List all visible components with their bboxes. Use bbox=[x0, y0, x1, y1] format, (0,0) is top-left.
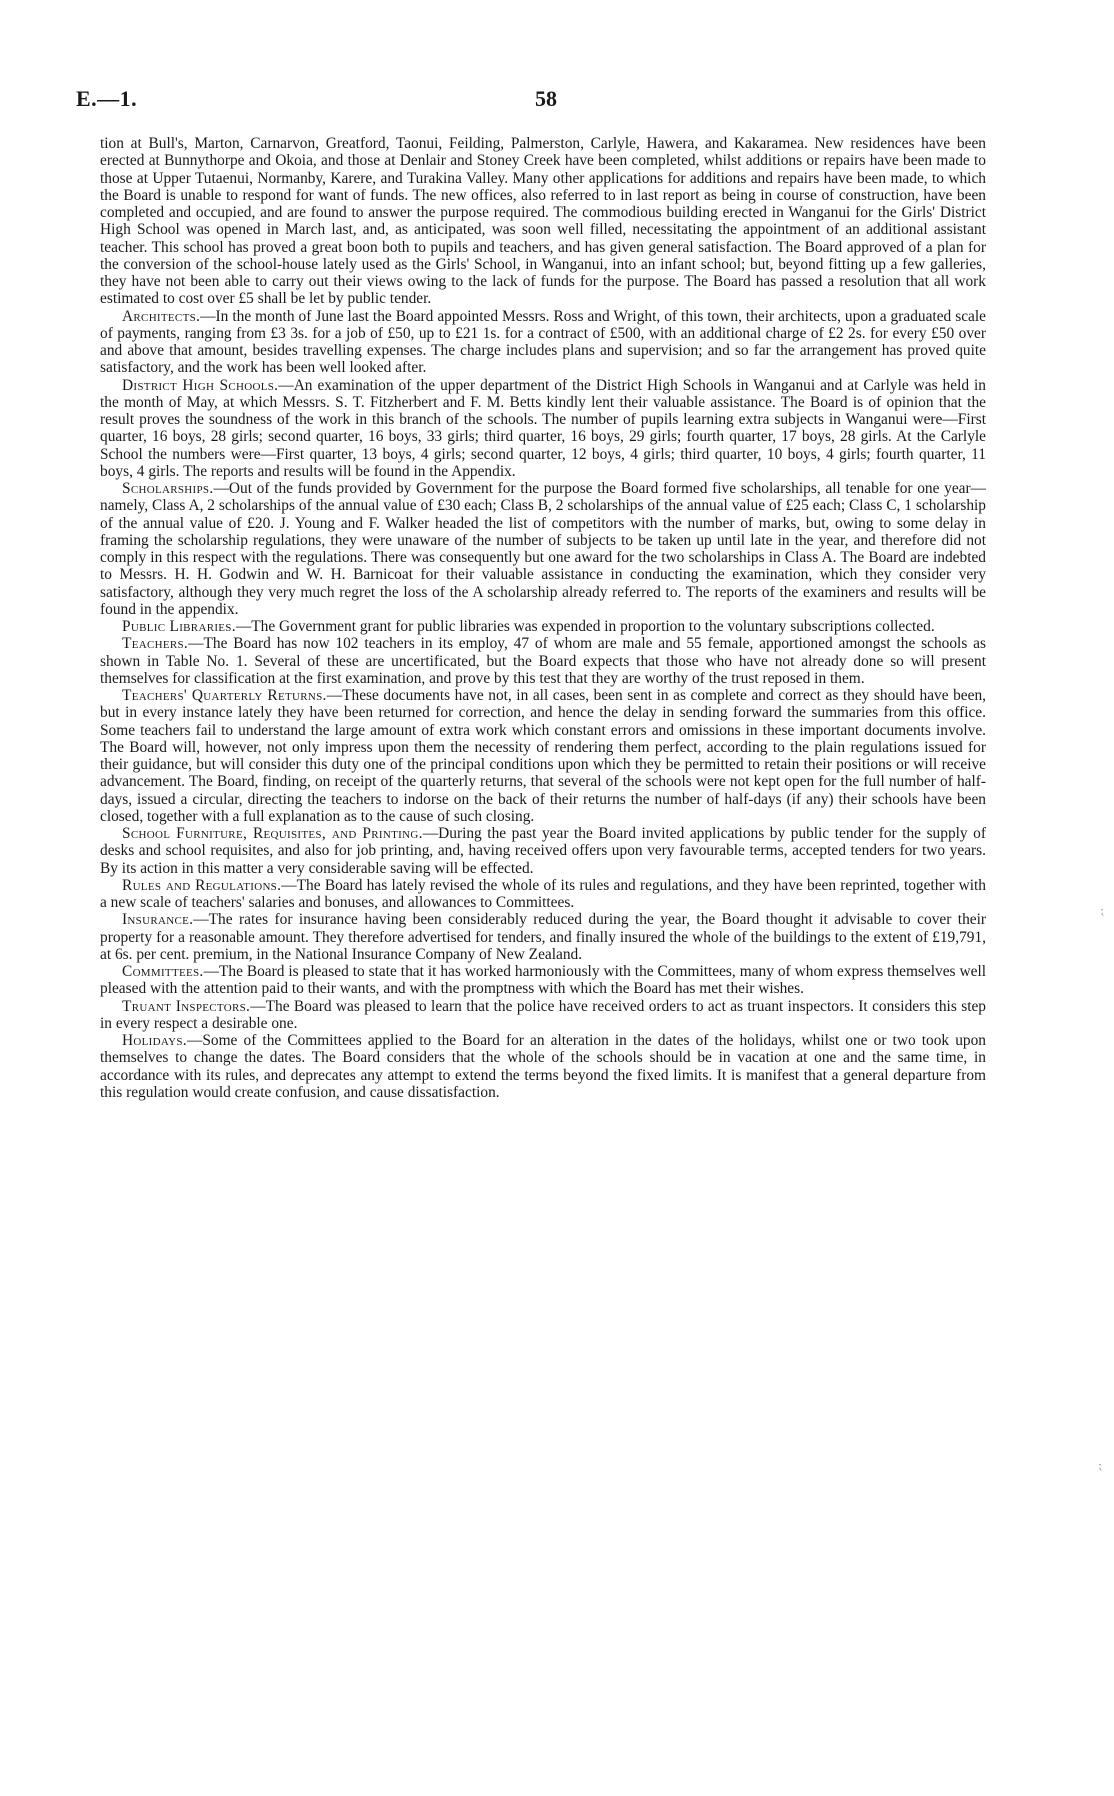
paragraph-heading: Teachers' Quarterly Returns. bbox=[122, 687, 327, 704]
margin-speck: ⁏ bbox=[1098, 1458, 1103, 1472]
paragraph-public-libraries bbox=[100, 618, 986, 635]
paragraph-text: —Some of the Committees applied to the Board for an alteration in the dates of the holidays, whilst one or two took upon themselves to change the dates. The Board considers that the whole of the schools should be in vacation at one and the same time, in accordance with its rules, and deprecates any attempt to extend the terms beyond the fixed limits. It is manifest that a general departure from this regulation would create confusion, and cause dissatisfaction. bbox=[100, 1032, 986, 1101]
paragraph-text: —The Board has lately revised the whole of its rules and regulations, and they have been reprinted, together with a new scale of teachers' salaries and bonuses, and allowances to Committees. bbox=[100, 876, 986, 911]
margin-speck: ⁏ bbox=[1100, 903, 1105, 917]
paragraph-insurance bbox=[100, 911, 986, 963]
paragraph-text: tion at Bull's, Marton, Carnarvon, Greatford, Taonui, Feilding, Palmerston, Carlyle, Hawera, and Kakaramea. New residences have been erected at Bunnythorpe and Okoia, and those at Denlair and Stoney Creek have been completed, whilst additions or repairs have been made to those at Upper Tutaenui, Normanby, Karere, and Turakina Valley. Many other applications for additions and repairs have been made, to which the Board is unable to respond for want of funds. The new offices, also referred to in last report as being in course of construction, have been completed and occupied, and are found to answer the purpose required. The commodious building erected in Wanganui for the Girls' District High School was opened in March last, and, as anticipated, was soon well filled, necessitating the appointment of an additional assistant teacher. This school has proved a great boon both to pupils and teachers, and has given general satisfaction. The Board approved of a plan for the conversion of the school-house lately used as the Girls' School, in Wanganui, into an infant school; but, beyond fitting up a few galleries, they have not been able to carry out their views owing to the lack of funds for the purpose. The Board has passed a resolution that all work estimated to cost over £5 shall be let by public tender. bbox=[100, 135, 986, 308]
paragraph-committees bbox=[100, 963, 986, 998]
paragraph-school-furniture bbox=[100, 825, 986, 877]
paragraph-text: —The rates for insurance having been considerably reduced during the year, the Board thought it advisable to cover their property for a reasonable amount. They therefore advertised for tenders, and finally insured the whole of the buildings to the extent of £19,791, at 6s. per cent. premium, in the National Insurance Company of New Zealand. bbox=[100, 911, 986, 963]
paragraph-rules-regulations bbox=[100, 877, 986, 912]
paragraph-truant-inspectors bbox=[100, 998, 986, 1033]
paragraph-quarterly-returns bbox=[100, 687, 986, 825]
paragraph-continuation bbox=[100, 135, 986, 308]
paragraph-text: —During the past year the Board invited applications by public tender for the supply of desks and school requisites, and also for job printing, and, having received offers upon very favourable terms, accepted tenders for two years. By its action in this matter a very considerable saving will be effected. bbox=[100, 825, 986, 877]
document-reference: E.—1. bbox=[76, 86, 138, 111]
paragraph-text: —Out of the funds provided by Government for the purpose the Board formed five scholarships, all tenable for one year—namely, Class A, 2 scholarships of the annual value of £30 each; Class B, 2 scholarships of the annual value of £25 each; Class C, 1 scholarship of the annual value of £20. J. Young and F. Walker headed the list of competitors with the number of marks, but, owing to some delay in framing the scholarship regulations, they were unaware of the number of subjects to be taken up until late in the year, and therefore did not comply in this respect with the regulations. There was consequently but one award for the two scholarships in Class A. The Board are indebted to Messrs. H. H. Godwin and W. H. Barnicoat for their valuable assistance in conducting the examination, which they consider very satisfactory, although they very much regret the loss of the A scholarship already referred to. The reports of the examiners and results will be found in the appendix. bbox=[100, 480, 986, 618]
paragraph-heading: Scholarships. bbox=[122, 480, 214, 497]
page-header bbox=[76, 86, 1016, 116]
paragraph-text: —These documents have not, in all cases, been sent in as complete and correct as they should have been, but in every instance lately they have been returned for correction, and hence the delay in sending forward the summaries from this office. Some teachers fail to understand the large amount of extra work which constant errors and omissions in these important documents involve. The Board will, however, not only impress upon them the necessity of rendering them perfect, according to the plain regulations issued for their guidance, but will consider this duty one of the principal conditions upon which they be permitted to retain their positions or will receive advancement. The Board, finding, on receipt of the quarterly returns, that several of the schools were not kept open for the full number of half-days, issued a circular, directing the teachers to indorse on the back of their returns the number of half-days (if any) their schools have been closed, together with a full explanation as to the cause of such closing. bbox=[100, 687, 987, 825]
paragraph-heading: Teachers. bbox=[122, 635, 189, 653]
paragraph-text: —The Board has now 102 teachers in its employ, 47 of whom are male and 55 female, apportioned amongst the schools as shown in Table No. 1. Several of these are uncertificated, but the Board expects that those who have not already done so will present themselves for classification at the first examination, and prove by this test that they are worthy of the trust reposed in them. bbox=[100, 635, 986, 687]
paragraph-architects bbox=[100, 308, 986, 377]
paragraph-heading: Public Libraries. bbox=[122, 618, 236, 635]
paragraph-heading: Truant Inspectors. bbox=[122, 997, 251, 1015]
paragraph-district-high-schools bbox=[100, 377, 986, 481]
paragraph-text: —The Government grant for public libraries was expended in proportion to the voluntary subscriptions collected. bbox=[235, 618, 935, 635]
paragraph-text: —The Board was pleased to learn that the police have received orders to act as truant inspectors. It considers this step in every respect a desirable one. bbox=[100, 997, 986, 1032]
paragraph-text: —In the month of June last the Board appointed Messrs. Ross and Wright, of this town, their architects, upon a graduated scale of payments, ranging from £3 3s. for a job of £50, up to £21 1s. for a contract of £500, with an additional charge of £2 2s. for every £50 over and above that amount, besides travelling expenses. The charge includes plans and supervision; and so far the arrangement has proved quite satisfactory, and the work has been well looked after. bbox=[100, 307, 986, 377]
body-text bbox=[100, 135, 986, 1101]
paragraph-heading: Insurance. bbox=[122, 911, 194, 929]
paragraph-heading: District High Schools. bbox=[122, 376, 279, 394]
paragraph-heading: Architects. bbox=[122, 307, 201, 325]
paragraph-text: —The Board is pleased to state that it has worked harmoniously with the Committees, many of whom express themselves well pleased with the attention paid to their wants, and with the promptness with which the Board has met their wishes. bbox=[100, 963, 986, 998]
paragraph-holidays bbox=[100, 1032, 986, 1101]
page-number: 58 bbox=[535, 86, 557, 111]
paragraph-heading: Committees. bbox=[122, 963, 204, 980]
paragraph-text: —An examination of the upper department of the District High Schools in Wanganui and at Carlyle was held in the month of May, at which Messrs. S. T. Fitzherbert and F. M. Betts kindly lent their valuable assistance. The Board is of opinion that the result proves the soundness of the work in this branch of the schools. The number of pupils learning extra subjects in Wanganui were—First quarter, 16 boys, 28 girls; second quarter, 16 boys, 33 girls; third quarter, 16 boys, 29 girls; fourth quarter, 17 boys, 28 girls. At the Carlyle School the numbers were—First quarter, 13 boys, 4 girls; second quarter, 12 boys, 4 girls; third quarter, 10 boys, 4 girls; fourth quarter, 11 boys, 4 girls. The reports and results will be found in the Appendix. bbox=[100, 376, 986, 480]
paragraph-teachers bbox=[100, 635, 986, 687]
paragraph-scholarships bbox=[100, 480, 986, 618]
paragraph-heading: Holidays. bbox=[122, 1032, 187, 1049]
paragraph-heading: Rules and Regulations. bbox=[122, 876, 282, 894]
paragraph-heading: School Furniture, Requisites, and Printing. bbox=[122, 825, 423, 842]
